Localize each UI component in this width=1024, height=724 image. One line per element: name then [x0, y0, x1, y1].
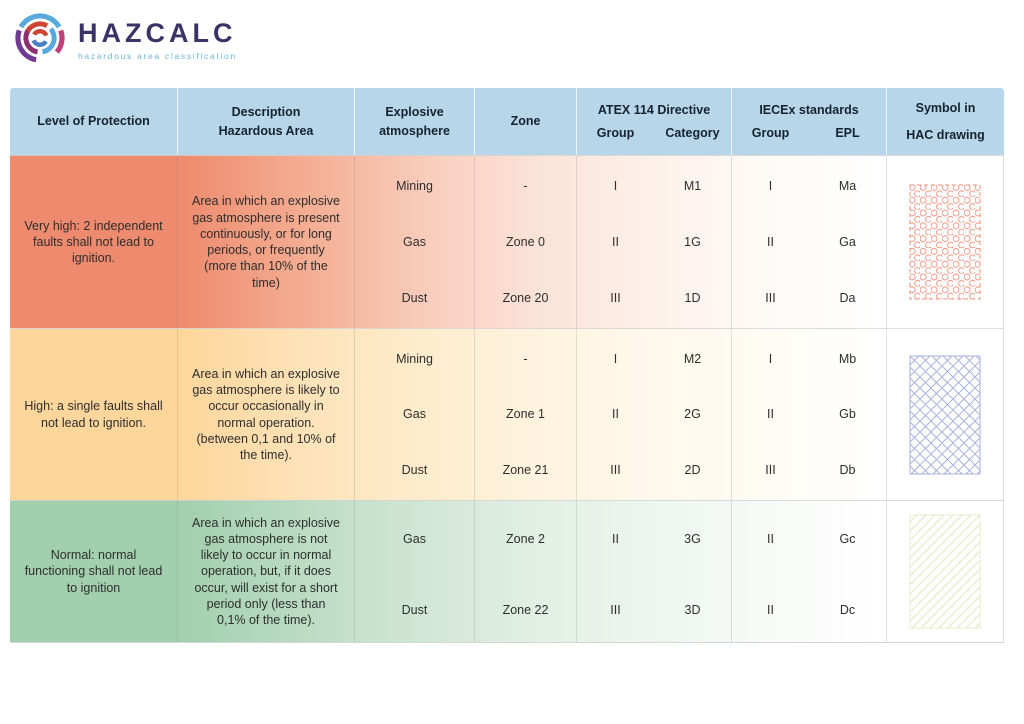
- atex-category-value: M2: [683, 352, 702, 366]
- header-explosive-atmosphere: [354, 88, 474, 155]
- table-header-row: [10, 88, 1004, 155]
- table-row-very-high: [10, 155, 1004, 328]
- atex-group-value: III: [610, 462, 621, 477]
- description-cell: [177, 501, 354, 642]
- epl-value: Gc: [839, 532, 856, 546]
- header-symbol-in-hac-drawing: [886, 88, 1004, 155]
- description-text: Area in which an explosive gas atmosphere is not likely to occur in normal operation, but, if it does occur, will exist for a short period only (less than 0,1% of the time).: [192, 515, 340, 628]
- zone-cell: [474, 501, 576, 642]
- hazardous-area-classification-table: [10, 88, 1004, 643]
- crosshatch-pattern-symbol: [909, 355, 981, 475]
- atex-category-cell: [654, 501, 731, 642]
- iecex-group-value: III: [765, 462, 776, 477]
- header-atmosphere-line1: Explosive: [385, 104, 444, 119]
- atmosphere-value: Gas: [403, 532, 426, 546]
- table-row-high: [10, 328, 1004, 500]
- table-row-normal: [10, 500, 1004, 642]
- atex-group-value: II: [612, 234, 619, 249]
- iecex-group-cell: [731, 329, 809, 500]
- atex-category-value: 1G: [684, 234, 701, 249]
- iecex-group-cell: [731, 501, 809, 642]
- header-iecex-subcolumns: [732, 126, 886, 140]
- zone-cell: [474, 329, 576, 500]
- logo-subtitle: hazardous area classification: [78, 51, 237, 61]
- atex-category-value: 1D: [684, 290, 701, 305]
- zone-value: Zone 21: [502, 462, 549, 477]
- hazcalc-logo-icon: [14, 12, 66, 69]
- level-of-protection-cell: [10, 501, 177, 642]
- header-atex-group: Group: [596, 126, 635, 140]
- atex-group-value: III: [610, 290, 621, 305]
- epl-value: Mb: [838, 352, 857, 366]
- header-atmosphere-line2: atmosphere: [379, 124, 450, 138]
- level-text: Very high: 2 independent faults shall not lead to ignition.: [24, 218, 163, 266]
- zone-cell: [474, 156, 576, 328]
- atmosphere-value: Gas: [403, 407, 426, 422]
- atex-group-value: III: [610, 602, 621, 617]
- iecex-group-value: II: [767, 532, 774, 546]
- dotted-circles-pattern-symbol: [909, 184, 981, 300]
- zone-value: Zone 2: [506, 532, 545, 546]
- epl-cell: [809, 156, 886, 328]
- atex-category-cell: [654, 156, 731, 328]
- explosive-atmosphere-cell: [354, 329, 474, 500]
- epl-value: Gb: [839, 407, 856, 422]
- header-level-label: Level of Protection: [37, 114, 150, 129]
- epl-value: Db: [839, 462, 856, 477]
- description-text: Area in which an explosive gas atmosphere is likely to occur occasionally in normal operation. (between 0,1 and 10% of the time).: [192, 366, 340, 462]
- header-iecex-group: Group: [751, 126, 790, 140]
- header-iecex-epl: EPL: [835, 126, 860, 140]
- atex-group-cell: [576, 501, 654, 642]
- atex-group-value: I: [613, 179, 618, 193]
- header-symbol-line1: Symbol in: [915, 100, 976, 115]
- atmosphere-value: Mining: [396, 352, 433, 366]
- atex-category-value: 3D: [684, 602, 701, 617]
- zone-value: Zone 1: [506, 407, 545, 422]
- diagonal-lines-pattern-symbol: [909, 514, 981, 629]
- iecex-group-value: I: [768, 179, 773, 193]
- header-description: [177, 88, 354, 155]
- header-symbol-line2: HAC drawing: [906, 128, 985, 142]
- atmosphere-value: Dust: [401, 290, 428, 305]
- atex-category-cell: [654, 329, 731, 500]
- header-atex-title: ATEX 114 Directive: [597, 103, 711, 117]
- logo-text: [78, 20, 237, 61]
- epl-value: Dc: [839, 602, 856, 617]
- header-atex-category: Category: [665, 126, 720, 140]
- description-cell: [177, 329, 354, 500]
- zone-value: Zone 20: [502, 290, 549, 305]
- level-text: High: a single faults shall not lead to ignition.: [24, 399, 163, 430]
- level-of-protection-cell: [10, 329, 177, 500]
- header-zone: [474, 88, 576, 155]
- hac-symbol-cell: [886, 156, 1004, 328]
- header-iecex-title: IECEx standards: [759, 103, 859, 117]
- description-text: Area in which an explosive gas atmosphere is present continuously, or for long periods, or frequently (more than 10% of the time): [192, 194, 340, 290]
- atmosphere-value: Dust: [401, 462, 428, 477]
- level-of-protection-cell: [10, 156, 177, 328]
- description-cell: [177, 156, 354, 328]
- atex-category-value: M1: [683, 179, 702, 193]
- atex-group-cell: [576, 156, 654, 328]
- header-zone-label: Zone: [510, 114, 541, 129]
- atmosphere-value: Dust: [401, 602, 428, 617]
- epl-value: Da: [839, 290, 856, 305]
- zone-value: -: [523, 179, 528, 193]
- iecex-group-value: II: [767, 234, 774, 249]
- atex-category-value: 3G: [684, 532, 701, 546]
- hac-symbol-cell: [886, 501, 1004, 642]
- hac-symbol-cell: [886, 329, 1004, 500]
- iecex-group-value: II: [767, 602, 774, 617]
- iecex-group-value: III: [765, 290, 776, 305]
- zone-value: Zone 0: [506, 234, 545, 249]
- atex-category-value: 2G: [684, 407, 701, 422]
- header-atex-subcolumns: [577, 126, 731, 140]
- atmosphere-value: Mining: [396, 179, 433, 193]
- epl-value: Ga: [839, 234, 856, 249]
- explosive-atmosphere-cell: [354, 156, 474, 328]
- logo-title: HAZCALC: [78, 18, 237, 48]
- atex-group-cell: [576, 329, 654, 500]
- iecex-group-value: I: [768, 352, 773, 366]
- header-level-of-protection: [10, 88, 177, 155]
- iecex-group-value: II: [767, 407, 774, 422]
- atmosphere-value: Gas: [403, 234, 426, 249]
- zone-value: -: [523, 352, 528, 366]
- header-atex-114-directive: [576, 88, 731, 155]
- zone-value: Zone 22: [502, 602, 549, 617]
- epl-cell: [809, 329, 886, 500]
- level-text: Normal: normal functioning shall not lead to ignition: [24, 548, 163, 595]
- atex-category-value: 2D: [684, 462, 701, 477]
- iecex-group-cell: [731, 156, 809, 328]
- atex-group-value: II: [612, 532, 619, 546]
- epl-cell: [809, 501, 886, 642]
- hazcalc-logo: [14, 12, 237, 69]
- explosive-atmosphere-cell: [354, 501, 474, 642]
- epl-value: Ma: [838, 179, 857, 193]
- atex-group-value: II: [612, 407, 619, 422]
- header-description-line2: Hazardous Area: [218, 124, 314, 138]
- header-description-line1: Description: [231, 104, 301, 119]
- header-iecex-standards: [731, 88, 886, 155]
- atex-group-value: I: [613, 352, 618, 366]
